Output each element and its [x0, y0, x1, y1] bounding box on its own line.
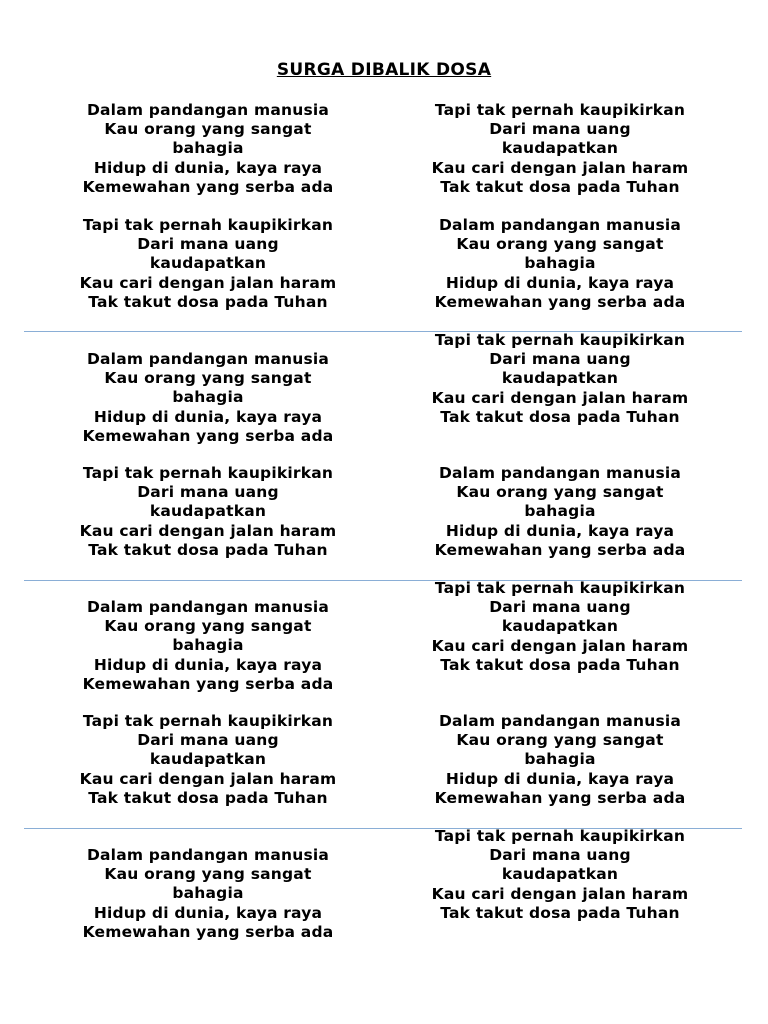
- lyric-line: bahagia: [172, 884, 244, 903]
- section-divider: [24, 580, 742, 581]
- stanza-7: [48, 464, 368, 560]
- lyric-line: Kemewahan yang serba ada: [82, 177, 334, 196]
- lyric-line: bahagia: [172, 139, 244, 158]
- lyric-line: Dalam pandangan manusia: [86, 598, 330, 616]
- lyric-line: Tak takut dosa pada Tuhan: [440, 407, 680, 426]
- lyric-line: Hidup di dunia, kaya raya: [445, 521, 675, 540]
- stanza-6: [400, 331, 720, 427]
- lyric-line: Hidup di dunia, kaya raya: [445, 273, 675, 292]
- lyric-line: Kau cari dengan jalan haram: [431, 158, 689, 177]
- lyric-line: Tak takut dosa pada Tuhan: [440, 903, 680, 922]
- lyric-line: Kemewahan yang serba ada: [82, 426, 334, 445]
- lyric-line: Tak takut dosa pada Tuhan: [440, 655, 680, 674]
- stanza-13: [48, 846, 368, 942]
- lyric-line: Tapi tak pernah kaupikirkan: [434, 101, 686, 119]
- stanza-8: [400, 464, 720, 560]
- lyric-line: Tak takut dosa pada Tuhan: [440, 177, 680, 196]
- stanza-4: [400, 216, 720, 312]
- lyric-line: kaudapatkan: [501, 617, 619, 636]
- lyric-line: Tak takut dosa pada Tuhan: [88, 540, 328, 559]
- lyric-line: Kau orang yang sangat: [104, 369, 312, 388]
- lyric-line: Kemewahan yang serba ada: [82, 922, 334, 941]
- lyric-line: kaudapatkan: [501, 139, 619, 158]
- lyric-line: Dalam pandangan manusia: [86, 846, 330, 864]
- section-divider: [24, 828, 742, 829]
- stanza-12: [400, 712, 720, 808]
- lyric-line: Tapi tak pernah kaupikirkan: [434, 827, 686, 845]
- lyric-line: Kau orang yang sangat: [104, 865, 312, 884]
- lyric-line: Dalam pandangan manusia: [438, 464, 682, 482]
- lyric-line: Kau cari dengan jalan haram: [431, 884, 689, 903]
- lyric-line: Hidup di dunia, kaya raya: [93, 407, 323, 426]
- stanza-2: [400, 101, 720, 197]
- lyric-line: bahagia: [524, 254, 596, 273]
- lyric-line: Dari mana uang: [489, 598, 631, 617]
- lyric-line: Dalam pandangan manusia: [86, 101, 330, 119]
- lyric-line: Hidup di dunia, kaya raya: [445, 769, 675, 788]
- lyric-line: Tapi tak pernah kaupikirkan: [434, 579, 686, 597]
- lyric-line: Tapi tak pernah kaupikirkan: [82, 216, 334, 234]
- section-divider: [24, 331, 742, 332]
- lyric-line: Tapi tak pernah kaupikirkan: [434, 331, 686, 349]
- lyric-line: kaudapatkan: [501, 865, 619, 884]
- lyric-line: Hidup di dunia, kaya raya: [93, 903, 323, 922]
- lyric-line: Kau cari dengan jalan haram: [79, 521, 337, 540]
- lyric-line: kaudapatkan: [149, 502, 267, 521]
- document-title: SURGA DIBALIK DOSA: [276, 60, 492, 80]
- lyric-line: Dari mana uang: [137, 483, 279, 502]
- lyric-line: Kau orang yang sangat: [456, 483, 664, 502]
- lyric-line: Kemewahan yang serba ada: [82, 674, 334, 693]
- lyric-line: Dari mana uang: [137, 731, 279, 750]
- lyric-line: Kemewahan yang serba ada: [434, 292, 686, 311]
- stanza-10: [400, 579, 720, 675]
- lyric-line: bahagia: [524, 502, 596, 521]
- lyric-line: bahagia: [172, 388, 244, 407]
- stanza-11: [48, 712, 368, 808]
- lyric-line: Dari mana uang: [489, 350, 631, 369]
- lyric-line: kaudapatkan: [149, 750, 267, 769]
- lyric-line: Kau orang yang sangat: [456, 235, 664, 254]
- stanza-3: [48, 216, 368, 312]
- lyric-line: Hidup di dunia, kaya raya: [93, 655, 323, 674]
- lyric-line: kaudapatkan: [149, 254, 267, 273]
- lyric-line: bahagia: [524, 750, 596, 769]
- lyric-line: Kemewahan yang serba ada: [434, 788, 686, 807]
- lyric-line: Tak takut dosa pada Tuhan: [88, 292, 328, 311]
- lyric-line: Tak takut dosa pada Tuhan: [88, 788, 328, 807]
- lyric-line: Hidup di dunia, kaya raya: [93, 158, 323, 177]
- stanza-14: [400, 827, 720, 923]
- lyric-line: Kau cari dengan jalan haram: [431, 636, 689, 655]
- stanza-5: [48, 350, 368, 446]
- lyric-line: Dari mana uang: [489, 120, 631, 139]
- lyric-line: Dari mana uang: [137, 235, 279, 254]
- stanza-9: [48, 598, 368, 694]
- lyric-line: Kemewahan yang serba ada: [434, 540, 686, 559]
- lyric-line: Tapi tak pernah kaupikirkan: [82, 464, 334, 482]
- lyric-line: kaudapatkan: [501, 369, 619, 388]
- lyric-line: bahagia: [172, 636, 244, 655]
- lyric-line: Dalam pandangan manusia: [438, 216, 682, 234]
- lyric-line: Dari mana uang: [489, 846, 631, 865]
- lyric-line: Tapi tak pernah kaupikirkan: [82, 712, 334, 730]
- lyric-line: Kau cari dengan jalan haram: [79, 769, 337, 788]
- lyric-line: Dalam pandangan manusia: [438, 712, 682, 730]
- lyric-line: Kau cari dengan jalan haram: [79, 273, 337, 292]
- lyric-line: Kau orang yang sangat: [104, 617, 312, 636]
- lyric-line: Dalam pandangan manusia: [86, 350, 330, 368]
- lyric-line: Kau orang yang sangat: [104, 120, 312, 139]
- lyric-line: Kau orang yang sangat: [456, 731, 664, 750]
- stanza-1: [48, 101, 368, 197]
- lyric-line: Kau cari dengan jalan haram: [431, 388, 689, 407]
